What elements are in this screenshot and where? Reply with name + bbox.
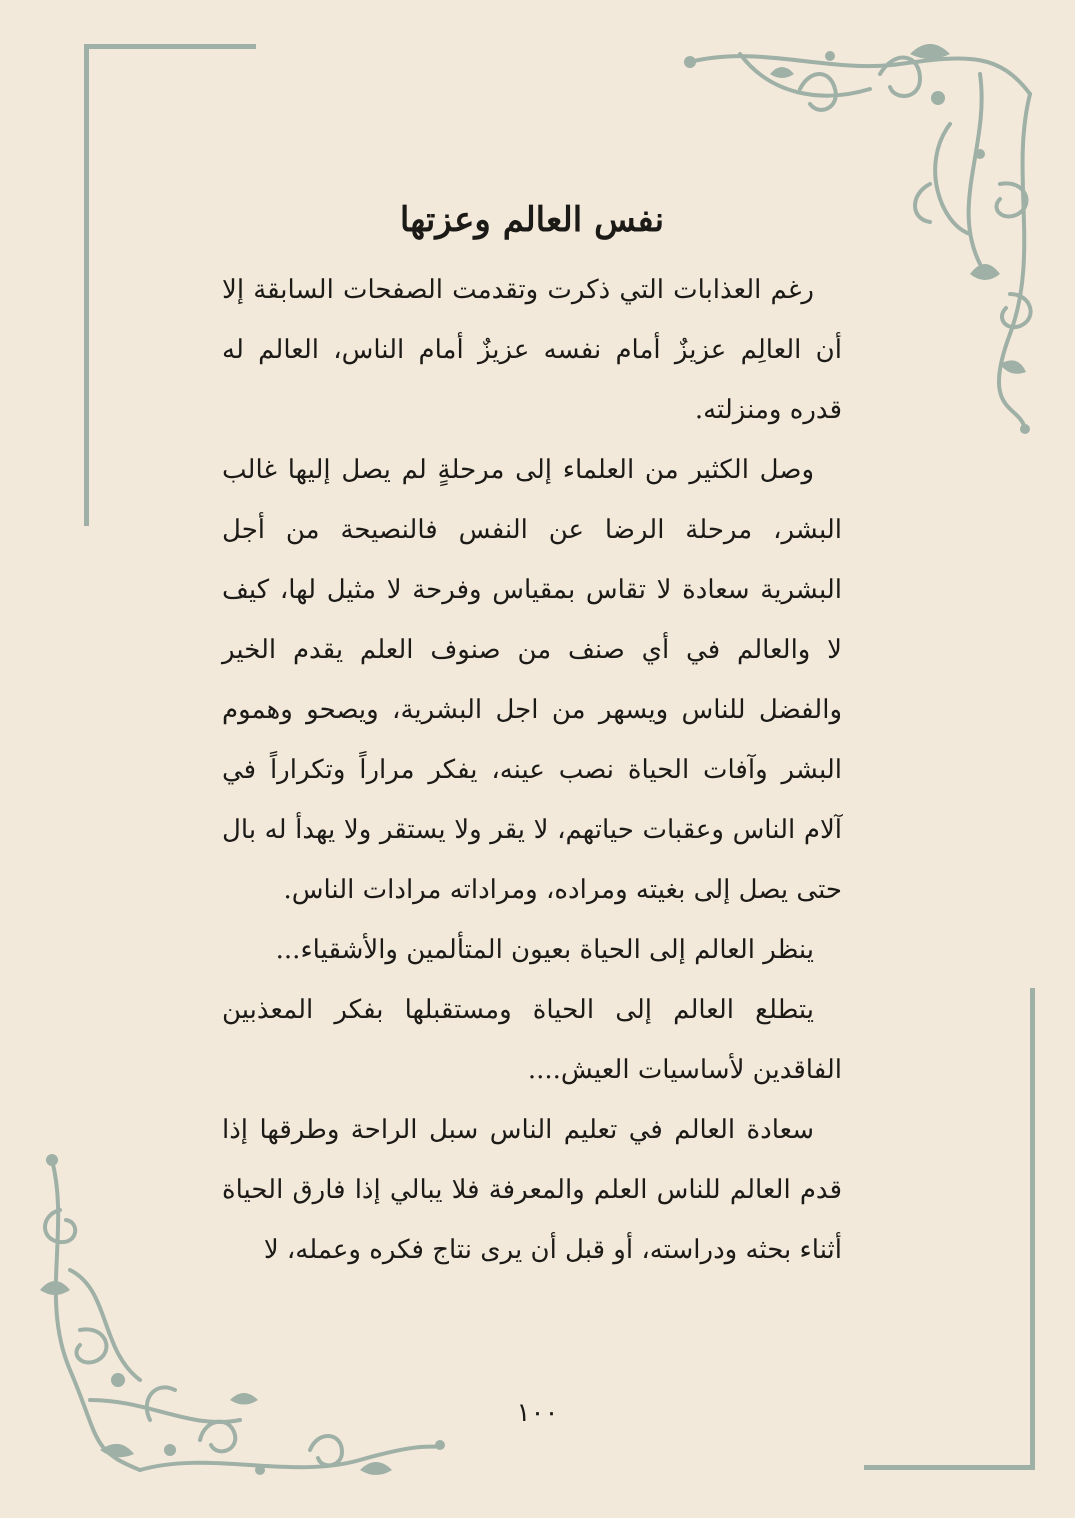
paragraph-4: يتطلع العالم إلى الحياة ومستقبلها بفكر المعذبين الفاقدين لأساسيات العيش.... — [222, 995, 842, 1085]
frame-top-left-horizontal — [84, 44, 256, 49]
paragraph-1: رغم العذابات التي ذكرت وتقدمت الصفحات السابقة إلا أن العالِم عزيزٌ أمام نفسه عزيزٌ أمام الناس، العالم له قدره ومنزلته. — [222, 275, 842, 425]
paragraph-3: ينظر العالم إلى الحياة بعيون المتألمين والأشقياء... — [275, 935, 814, 965]
paragraph-5: سعادة العالم في تعليم الناس سبل الراحة وطرقها إذا قدم العالم للناس العلم والمعرفة فلا يبالي إذا فارق الحياة أثناء بحثه ودراسته، أو قبل أن يرى نتاج فكره وعمله، لا — [222, 1115, 842, 1265]
document-body — [222, 180, 842, 1280]
frame-bottom-right-horizontal — [864, 1465, 1035, 1470]
frame-top-left-vertical — [84, 44, 89, 526]
paragraph-2: وصل الكثير من العلماء إلى مرحلةٍ لم يصل إليها غالب البشر، مرحلة الرضا عن النفس فالنصيحة من أجل البشرية سعادة لا تقاس بمقياس وفرحة لا مثيل لها، كيف لا والعالم في أي صنف من صنوف العلم يقدم الخير والفضل للناس ويسهر من اجل البشرية، ويصحو وهموم البشر وآفات الحياة نصب عينه، يفكر مراراً وتكراراً في آلام الناس وعقبات حياتهم، لا يقر ولا يستقر ولا يهدأ له بال حتى يصل إلى بغيته ومراده، ومراداته مرادات الناس. — [222, 455, 842, 905]
page-number: ١٠٠ — [516, 1398, 559, 1428]
page-title: نفس العالم وعزتها — [399, 200, 665, 240]
